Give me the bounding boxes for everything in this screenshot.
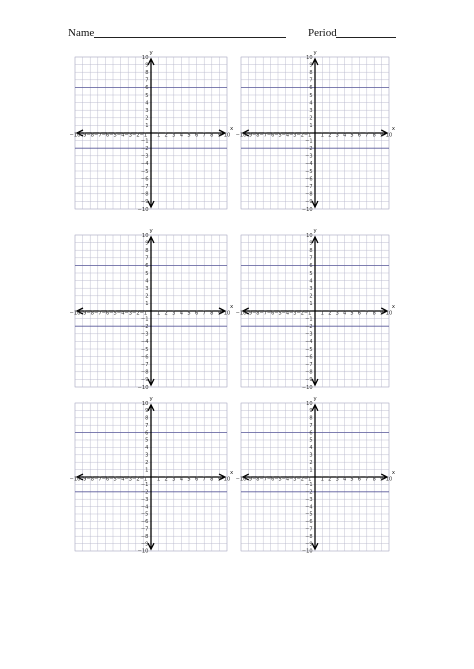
x-tick-label: −2 <box>296 132 304 139</box>
y-tick-label: −10 <box>137 384 149 391</box>
x-tick-label: −8 <box>252 476 260 483</box>
x-tick-label: −10 <box>235 476 247 483</box>
y-tick-label: −4 <box>140 504 149 511</box>
y-tick-label: −8 <box>140 369 149 376</box>
y-tick-label: −9 <box>140 199 149 206</box>
y-tick-label: −6 <box>305 354 313 361</box>
y-tick-label: −2 <box>305 145 313 153</box>
x-tick-label: −10 <box>235 132 247 139</box>
y-tick-label: 6 <box>309 263 313 270</box>
y-axis-letter: y <box>313 49 317 57</box>
x-tick-label: 2 <box>328 310 332 317</box>
y-tick-label: −2 <box>140 489 149 496</box>
y-tick-label: 8 <box>309 69 313 77</box>
x-tick-label: −6 <box>101 132 110 139</box>
y-tick-label: −4 <box>305 339 313 346</box>
y-tick-label: 2 <box>309 115 313 122</box>
x-axis-letter: x <box>391 470 396 477</box>
y-tick-label: −6 <box>305 519 313 526</box>
x-axis-letter: x <box>391 125 396 133</box>
y-tick-label: 5 <box>145 270 149 277</box>
x-tick-label: −2 <box>131 476 140 483</box>
x-tick-label: −5 <box>274 310 282 317</box>
y-tick-label: −1 <box>305 138 313 145</box>
x-tick-label: 6 <box>357 476 362 483</box>
x-tick-label: 8 <box>210 476 214 483</box>
x-tick-label: −8 <box>252 132 260 139</box>
y-tick-label: −8 <box>140 191 149 198</box>
y-tick-label: 6 <box>145 85 149 92</box>
y-tick-label: 6 <box>145 263 149 270</box>
y-tick-label: −3 <box>305 496 313 503</box>
x-tick-label: −10 <box>69 476 81 483</box>
x-tick-label: 9 <box>217 132 222 139</box>
x-tick-label: −6 <box>266 476 275 483</box>
y-tick-label: −6 <box>140 176 149 183</box>
y-tick-label: −7 <box>140 184 149 190</box>
y-tick-label: 8 <box>145 415 149 422</box>
x-tick-label: 7 <box>365 132 369 139</box>
x-axis-letter: x <box>229 470 234 477</box>
x-tick-label: −5 <box>274 132 282 139</box>
y-tick-label: −7 <box>140 362 149 368</box>
y-tick-label: 7 <box>309 255 313 262</box>
y-tick-label: 8 <box>309 415 313 422</box>
y-tick-label: 2 <box>145 115 149 122</box>
y-tick-label: −2 <box>140 324 149 330</box>
y-tick-label: 8 <box>309 247 313 255</box>
x-axis-letter: x <box>391 303 396 311</box>
x-tick-label: 3 <box>172 476 176 483</box>
y-tick-label: −10 <box>137 548 149 555</box>
y-tick-label: −8 <box>305 533 313 540</box>
name-field-line[interactable] <box>94 37 286 38</box>
x-tick-label: 10 <box>223 310 231 317</box>
x-tick-label: 2 <box>328 132 332 139</box>
x-tick-label: −2 <box>131 132 140 139</box>
coordinate-grid[interactable] <box>69 228 234 391</box>
y-tick-label: −5 <box>140 168 149 175</box>
x-tick-label: 5 <box>187 132 191 139</box>
y-tick-label: 10 <box>141 232 149 239</box>
x-tick-label: 7 <box>202 310 206 317</box>
y-tick-label: −7 <box>305 361 313 369</box>
y-tick-label: 6 <box>145 430 149 437</box>
x-tick-label: −5 <box>109 476 117 483</box>
y-tick-label: −10 <box>137 206 149 213</box>
y-tick-label: −9 <box>305 377 313 384</box>
y-axis-letter: y <box>313 396 317 403</box>
y-tick-label: −7 <box>305 183 313 191</box>
y-tick-label: 5 <box>309 92 313 99</box>
y-tick-label: 7 <box>309 77 313 84</box>
x-tick-label: −8 <box>86 132 95 139</box>
x-tick-label: 10 <box>385 310 393 317</box>
x-tick-label: −1 <box>139 132 148 139</box>
x-tick-label: 3 <box>335 132 339 139</box>
y-tick-label: −8 <box>305 369 313 376</box>
coordinate-grid[interactable] <box>69 396 234 555</box>
x-tick-label: −7 <box>259 132 267 139</box>
coordinate-grid[interactable] <box>235 49 396 213</box>
y-tick-label: 6 <box>309 430 313 437</box>
y-tick-label: −5 <box>305 346 313 353</box>
y-tick-label: 2 <box>309 459 313 466</box>
y-tick-label: 9 <box>309 240 313 247</box>
x-tick-label: −6 <box>101 476 110 483</box>
y-tick-label: −3 <box>140 497 149 503</box>
x-tick-label: −2 <box>131 310 140 317</box>
y-tick-label: 4 <box>145 278 149 285</box>
x-tick-label: −1 <box>303 310 312 317</box>
x-tick-label: −8 <box>86 310 95 317</box>
x-tick-label: 4 <box>342 476 347 483</box>
x-tick-label: 4 <box>179 310 184 317</box>
x-tick-label: 9 <box>379 132 384 139</box>
y-tick-label: 5 <box>145 437 149 444</box>
coordinate-grid[interactable] <box>235 227 396 391</box>
x-tick-label: 6 <box>194 476 199 483</box>
x-tick-label: −9 <box>78 310 87 317</box>
period-field-line[interactable] <box>336 37 396 38</box>
x-tick-label: −7 <box>259 476 267 483</box>
x-tick-label: −5 <box>109 132 117 139</box>
x-tick-label: 5 <box>187 476 191 483</box>
x-tick-label: 7 <box>202 476 206 483</box>
x-tick-label: 9 <box>217 476 222 483</box>
name-label: Name <box>68 27 95 39</box>
x-tick-label: 10 <box>223 476 231 483</box>
x-tick-label: 2 <box>328 476 332 483</box>
x-tick-label: 9 <box>379 476 384 483</box>
x-tick-label: −4 <box>116 476 125 483</box>
y-tick-label: 10 <box>306 232 313 239</box>
x-tick-label: 1 <box>156 310 161 317</box>
y-tick-label: 2 <box>309 293 313 300</box>
x-tick-label: 4 <box>342 132 347 139</box>
x-tick-label: 9 <box>379 310 384 317</box>
x-tick-label: 1 <box>320 310 325 317</box>
y-tick-label: −3 <box>305 153 313 160</box>
y-tick-label: 4 <box>145 445 149 452</box>
y-tick-label: −9 <box>305 541 313 548</box>
y-tick-label: −8 <box>140 534 149 540</box>
x-tick-label: −1 <box>303 476 312 483</box>
x-tick-label: 2 <box>164 476 168 483</box>
x-tick-label: −2 <box>296 310 304 317</box>
y-tick-label: −10 <box>301 548 313 555</box>
x-tick-label: −2 <box>296 476 304 483</box>
x-tick-label: −3 <box>289 132 297 139</box>
y-tick-label: 9 <box>309 62 313 69</box>
x-tick-label: −9 <box>244 310 253 317</box>
y-tick-label: 3 <box>145 108 149 114</box>
y-tick-label: −6 <box>140 519 149 526</box>
y-tick-label: 1 <box>309 467 313 474</box>
y-tick-label: −1 <box>305 316 313 323</box>
x-axis-letter: x <box>230 126 234 132</box>
x-tick-label: 5 <box>350 132 354 139</box>
y-tick-label: 9 <box>309 408 313 415</box>
y-tick-label: 9 <box>145 62 149 69</box>
coordinate-grid[interactable] <box>235 396 396 555</box>
x-tick-label: −9 <box>78 132 87 139</box>
x-tick-label: −3 <box>124 476 133 483</box>
y-tick-label: −3 <box>140 153 149 160</box>
x-tick-label: 10 <box>385 476 393 483</box>
y-tick-label: 1 <box>145 123 149 130</box>
x-tick-label: −8 <box>86 476 95 483</box>
x-tick-label: −7 <box>93 132 102 139</box>
y-tick-label: −4 <box>140 339 149 346</box>
x-tick-label: −7 <box>259 310 267 317</box>
y-tick-label: 2 <box>145 293 149 300</box>
x-tick-label: −9 <box>78 476 87 483</box>
x-tick-label: −1 <box>139 310 148 317</box>
x-tick-label: 7 <box>365 476 369 483</box>
x-tick-label: −4 <box>281 310 290 317</box>
x-tick-label: −3 <box>289 310 297 317</box>
x-tick-label: 6 <box>194 132 199 139</box>
y-tick-label: 2 <box>145 460 149 466</box>
y-tick-label: 1 <box>145 467 149 474</box>
y-tick-label: −5 <box>140 346 149 353</box>
y-tick-label: −9 <box>140 541 149 548</box>
x-tick-label: −5 <box>274 476 282 483</box>
y-tick-label: 10 <box>141 400 149 407</box>
y-tick-label: −1 <box>140 482 149 489</box>
y-tick-label: −5 <box>305 168 313 175</box>
x-tick-label: 3 <box>335 310 339 317</box>
worksheet-header <box>0 0 474 50</box>
y-tick-label: 1 <box>309 301 313 308</box>
y-tick-label: −10 <box>301 206 313 213</box>
y-tick-label: 5 <box>145 92 149 99</box>
x-tick-label: −10 <box>69 132 81 139</box>
x-tick-label: 8 <box>210 132 214 139</box>
x-tick-label: 4 <box>179 476 184 483</box>
x-tick-label: 9 <box>217 310 222 317</box>
x-tick-label: −9 <box>244 132 253 139</box>
y-tick-label: 3 <box>145 452 149 459</box>
x-tick-label: −3 <box>289 476 297 483</box>
y-tick-label: 7 <box>145 423 149 429</box>
y-tick-label: −6 <box>305 176 313 183</box>
period-label: Period <box>308 27 337 39</box>
y-tick-label: −4 <box>305 161 313 168</box>
x-tick-label: 5 <box>350 476 354 483</box>
x-tick-label: −9 <box>244 476 253 483</box>
y-tick-label: −9 <box>305 199 313 206</box>
y-tick-label: 5 <box>309 270 313 277</box>
y-tick-label: −1 <box>305 482 313 489</box>
y-tick-label: 3 <box>309 285 313 293</box>
x-tick-label: 4 <box>342 310 347 317</box>
x-tick-label: 1 <box>156 476 161 483</box>
y-axis-letter: y <box>149 228 153 234</box>
y-tick-label: −3 <box>305 331 313 338</box>
x-tick-label: 7 <box>202 132 206 139</box>
y-tick-label: 4 <box>145 100 149 107</box>
y-tick-label: −7 <box>140 526 149 533</box>
y-tick-label: 4 <box>309 278 313 285</box>
x-tick-label: −5 <box>109 310 117 317</box>
y-tick-label: −1 <box>140 316 149 323</box>
y-tick-label: 7 <box>145 77 149 84</box>
y-tick-label: 4 <box>309 100 313 107</box>
y-tick-label: −8 <box>305 191 313 198</box>
y-tick-label: 3 <box>309 107 313 115</box>
x-tick-label: −6 <box>266 132 275 139</box>
y-tick-label: 8 <box>145 70 149 76</box>
y-tick-label: −2 <box>305 323 313 331</box>
y-tick-label: −1 <box>140 138 149 145</box>
y-tick-label: −3 <box>140 331 149 338</box>
y-tick-label: 3 <box>309 452 313 459</box>
y-tick-label: 1 <box>309 123 313 130</box>
x-tick-label: −1 <box>303 132 312 139</box>
x-tick-label: −10 <box>69 310 81 317</box>
x-tick-label: 5 <box>187 310 191 317</box>
y-tick-label: 10 <box>141 54 149 61</box>
y-tick-label: −2 <box>305 489 313 496</box>
y-tick-label: 9 <box>145 240 149 247</box>
y-axis-letter: y <box>149 396 153 403</box>
y-tick-label: −10 <box>301 384 313 391</box>
x-tick-label: −4 <box>281 476 290 483</box>
x-tick-label: −4 <box>116 132 125 139</box>
y-tick-label: −5 <box>305 511 313 518</box>
x-tick-label: 3 <box>335 476 339 483</box>
coordinate-grid[interactable] <box>69 50 234 213</box>
x-tick-label: 10 <box>385 132 393 139</box>
x-tick-label: −8 <box>252 310 260 317</box>
x-tick-label: 4 <box>179 132 184 139</box>
x-tick-label: −3 <box>124 310 133 317</box>
x-tick-label: −10 <box>235 310 247 317</box>
y-tick-label: 8 <box>145 248 149 254</box>
x-axis-letter: x <box>230 304 234 310</box>
y-tick-label: 10 <box>306 400 313 407</box>
y-tick-label: −9 <box>140 377 149 384</box>
y-tick-label: 7 <box>309 422 313 429</box>
x-tick-label: −1 <box>139 476 148 483</box>
x-tick-label: 1 <box>320 132 325 139</box>
y-tick-label: 5 <box>309 437 313 444</box>
x-tick-label: −6 <box>101 310 110 317</box>
x-tick-label: 6 <box>194 310 199 317</box>
x-tick-label: 2 <box>164 310 168 317</box>
y-tick-label: −2 <box>140 146 149 152</box>
x-tick-label: 1 <box>156 132 161 139</box>
x-tick-label: 2 <box>164 132 168 139</box>
y-tick-label: 3 <box>145 286 149 292</box>
x-tick-label: −7 <box>93 310 102 317</box>
x-tick-label: −7 <box>93 476 102 483</box>
x-tick-label: −6 <box>266 310 275 317</box>
y-axis-letter: y <box>149 50 153 56</box>
y-tick-label: −5 <box>140 511 149 518</box>
x-tick-label: 5 <box>350 310 354 317</box>
x-tick-label: 3 <box>172 132 176 139</box>
y-tick-label: −6 <box>140 354 149 361</box>
x-tick-label: 8 <box>372 476 376 483</box>
x-tick-label: 10 <box>223 132 231 139</box>
y-tick-label: −4 <box>140 161 149 168</box>
x-tick-label: 6 <box>357 132 362 139</box>
y-tick-label: −4 <box>305 504 313 511</box>
y-tick-label: 9 <box>145 408 149 415</box>
x-tick-label: −4 <box>116 310 125 317</box>
x-tick-label: 6 <box>357 310 362 317</box>
x-tick-label: 3 <box>172 310 176 317</box>
x-tick-label: −4 <box>281 132 290 139</box>
y-axis-letter: y <box>313 227 317 235</box>
x-tick-label: 8 <box>372 310 376 317</box>
y-tick-label: 10 <box>306 54 313 61</box>
y-tick-label: 4 <box>309 445 313 452</box>
x-tick-label: 8 <box>210 310 214 317</box>
x-tick-label: 8 <box>372 132 376 139</box>
y-tick-label: 7 <box>145 255 149 262</box>
y-tick-label: −7 <box>305 526 313 533</box>
x-tick-label: −3 <box>124 132 133 139</box>
y-tick-label: 1 <box>145 301 149 308</box>
x-tick-label: 7 <box>365 310 369 317</box>
y-tick-label: 6 <box>309 85 313 92</box>
x-tick-label: 1 <box>320 476 325 483</box>
